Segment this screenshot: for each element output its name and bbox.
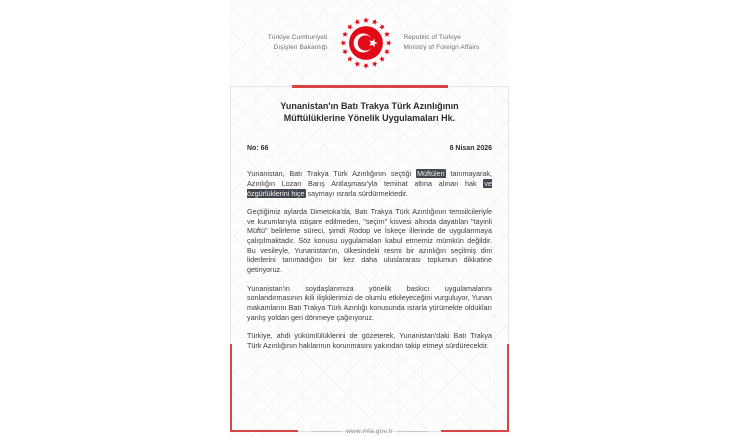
press-release-meta (247, 145, 492, 152)
paragraph: Yunanistan'ın soydaşlarımıza yönelik baskıcı uygulamalarını sonlandırmasının ikili ilişkilerimizi de olumlu etkileyeceğini vurguluyor, Yunan makamlarını Batı Trakya Türk Azınlığı konusunda ısrarla yürümekte oldukları yanlış yoldan geri dönmeye çağırıyoruz. (247, 283, 492, 322)
paragraph: Yunanistan, Batı Trakya Türk Azınlığının seçtiği Müftüleri tanımayarak, Azınlığın Lozan Barış Antlaşması'yla teminat altına alınan hak ve özgürlüklerini hiçe saymayı ısrarla sürdürmektedir. (247, 169, 492, 198)
press-release-date: 8 Nisan 2026 (449, 145, 492, 153)
ministry-name-turkish-line2: Dışişleri Bakanlığı (273, 44, 328, 51)
ministry-name-turkish-line1: Türkiye Cumhuriyeti (267, 33, 328, 41)
website-text: www.mfa.gov.tr (346, 428, 393, 435)
ministry-name-english (404, 33, 486, 54)
paragraph: Türkiye, ahdi yükümlülüklerini de gözeterek, Yunanistan'daki Batı Trakya Türk Azınlığının haklarının korunmasını yakından takip etmeyi sürdürecektir. (247, 331, 492, 350)
press-release-number: No: 66 (247, 145, 269, 153)
press-release-page (230, 0, 509, 437)
turkiye-mfa-emblem-icon (337, 14, 395, 72)
website-label (231, 428, 508, 435)
press-release-body (247, 169, 492, 350)
bottom-red-frame (230, 344, 509, 432)
ministry-name-turkish (254, 33, 328, 54)
paragraph: Geçtiğimiz aylarda Dimetoka'da, Batı Trakya Türk Azınlığının temsilcileriyle ve kurumlarıyla istişare edilmeden, "seçim" kisvesi altında dayatılan "tayinli Müftü" belirleme süreci, şimdi Rodop ve İskeçe illerinde de uygulanmaya çalışılmaktadır. Söz konusu uygulamaları kabul etmemiz mümkün değildir. Bu vesileyle, Yunanistan'ın, ülkesindeki resmi bir azınlığın seçilmiş dini liderlerini tanımadığını bir kez daha uluslararası toplumun dikkatine getiriyoruz. (247, 207, 492, 275)
ministry-name-english-line2: Ministry of Foreign Affairs (403, 44, 480, 51)
top-red-accent (292, 85, 448, 88)
press-release-card (230, 86, 509, 435)
ministry-name-english-line1: Republic of Türkiye (403, 33, 461, 41)
ministry-header (230, 0, 509, 86)
press-release-title: Yunanistan'ın Batı Trakya Türk Azınlığının Müftülüklerine Yönelik Uygulamaları Hk. (280, 101, 459, 124)
